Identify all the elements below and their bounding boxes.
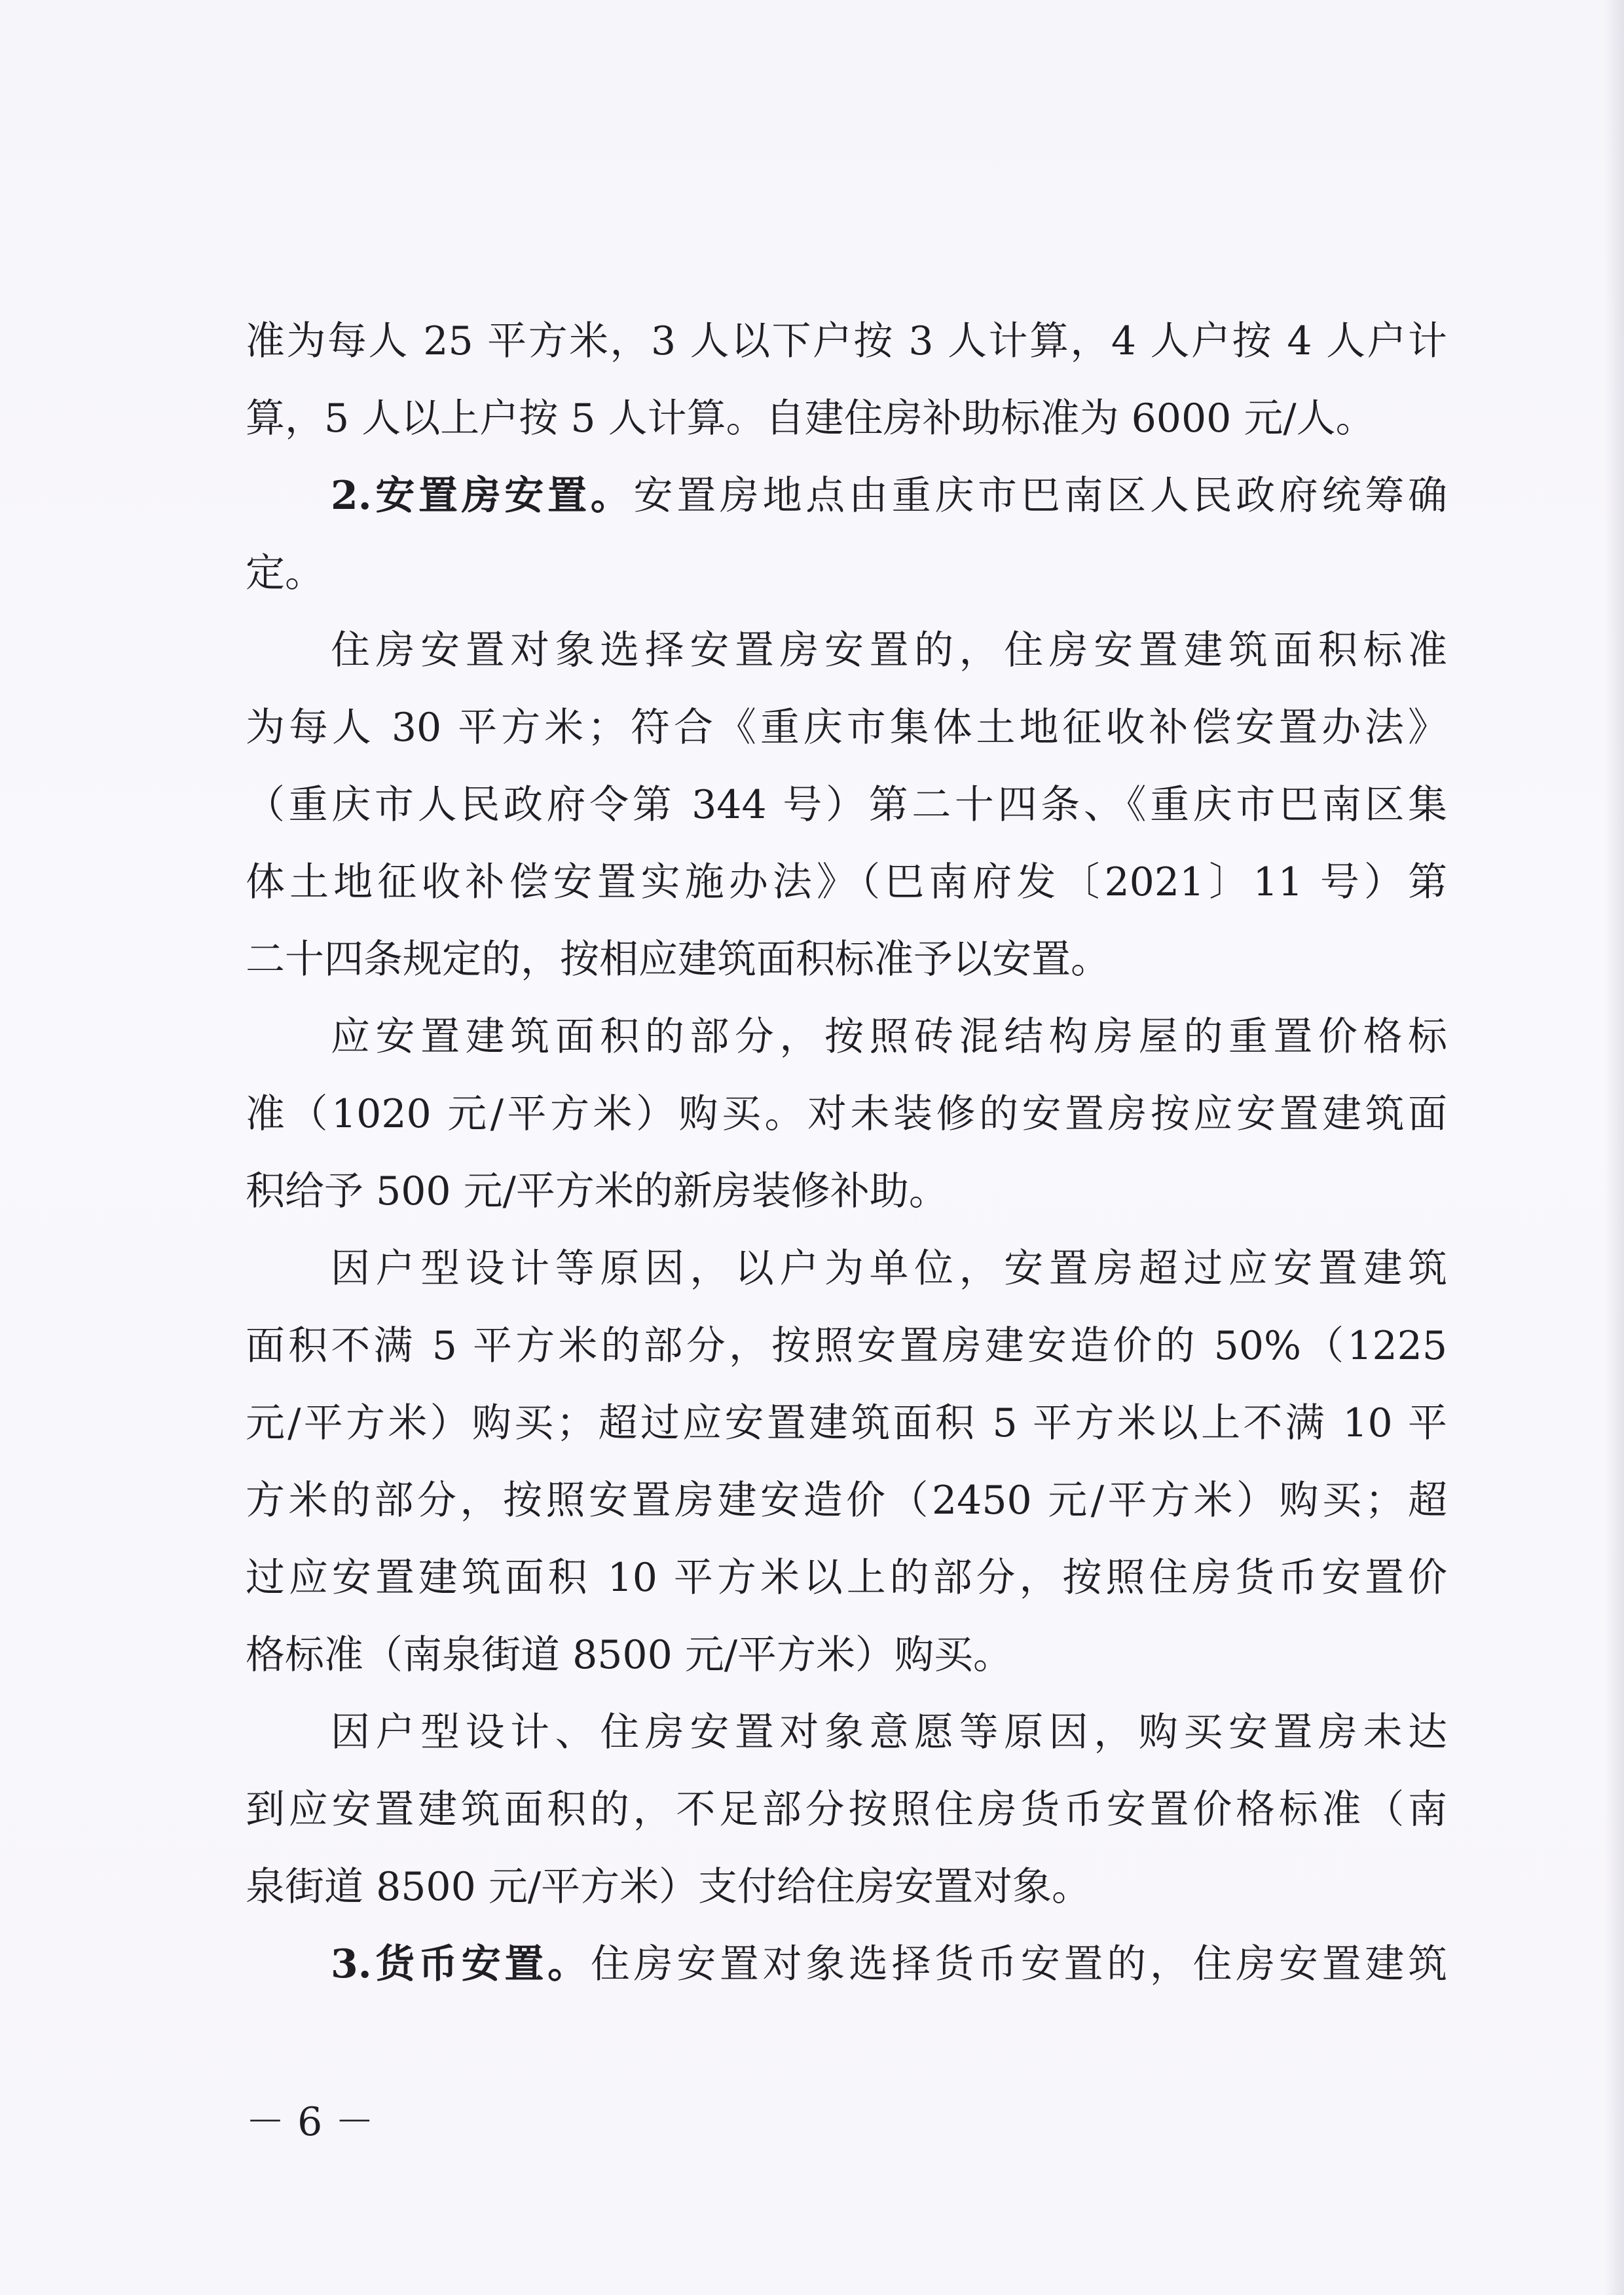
- text-line: [246, 844, 1447, 921]
- line-text: 格标准（南泉街道 8500 元/平方米）购买。: [246, 1632, 1013, 1678]
- line-text: 到应安置建筑面积的，不足部分按照住房货币安置价格标准（南: [246, 1787, 1447, 1833]
- text-line: [246, 457, 1447, 534]
- page-number: － 6 －: [246, 2099, 375, 2145]
- text-line: [246, 1616, 1447, 1694]
- text-line: [246, 766, 1447, 844]
- line-text: 面积不满 5 平方米的部分，按照安置房建安造价的 50%（1225: [246, 1323, 1447, 1369]
- line-text: 因户型设计等原因，以户为单位，安置房超过应安置建筑: [331, 1246, 1447, 1292]
- line-text: 算，5 人以上户按 5 人计算。自建住房补助标准为 6000 元/人。: [246, 396, 1375, 441]
- text-line: [246, 1539, 1447, 1616]
- line-text: 泉街道 8500 元/平方米）支付给住房安置对象。: [246, 1864, 1092, 1910]
- line-text: 定。: [246, 550, 324, 596]
- text-line: [246, 1307, 1447, 1385]
- text-line: [246, 1848, 1447, 1926]
- document-body: [246, 303, 1447, 2003]
- line-text: （重庆市人民政府令第 344 号）第二十四条、《重庆市巴南区集: [246, 782, 1447, 828]
- text-line: [246, 1385, 1447, 1462]
- line-text: 元/平方米）购买；超过应安置建筑面积 5 平方米以上不满 10 平: [246, 1400, 1447, 1446]
- line-text: 方米的部分，按照安置房建安造价（2450 元/平方米）购买；超: [246, 1478, 1447, 1523]
- text-line: [246, 1230, 1447, 1307]
- line-text: 体土地征收补偿安置实施办法》（巴南府发〔2021〕11 号）第: [246, 859, 1447, 905]
- section-heading: 2.安置房安置。: [331, 473, 634, 519]
- text-line: [246, 1694, 1447, 1771]
- text-line: [246, 1075, 1447, 1153]
- line-text: 准为每人 25 平方米，3 人以下户按 3 人计算，4 人户按 4 人户计: [246, 318, 1447, 364]
- line-text: 积给予 500 元/平方米的新房装修补助。: [246, 1168, 948, 1214]
- text-line: [246, 1771, 1447, 1848]
- text-line: [246, 303, 1447, 380]
- text-line: [246, 1926, 1447, 2003]
- line-text: 过应安置建筑面积 10 平方米以上的部分，按照住房货币安置价: [246, 1555, 1447, 1601]
- text-line: [246, 921, 1447, 998]
- line-text: 为每人 30 平方米；符合《重庆市集体土地征收补偿安置办法》: [246, 705, 1447, 751]
- line-text: 住房安置对象选择安置房安置的，住房安置建筑面积标准: [331, 627, 1447, 673]
- line-text: 因户型设计、住房安置对象意愿等原因，购买安置房未达: [331, 1709, 1447, 1755]
- line-text: 安置房地点由重庆市巴南区人民政府统筹确: [633, 473, 1447, 519]
- line-text: 二十四条规定的，按相应建筑面积标准予以安置。: [246, 937, 1110, 982]
- line-text: 住房安置对象选择货币安置的，住房安置建筑: [590, 1941, 1447, 1987]
- line-text: 应安置建筑面积的部分，按照砖混结构房屋的重置价格标: [331, 1014, 1447, 1060]
- text-line: [246, 612, 1447, 689]
- line-text: 准（1020 元/平方米）购买。对未装修的安置房按应安置建筑面: [246, 1091, 1447, 1137]
- section-heading: 3.货币安置。: [331, 1941, 591, 1987]
- text-line: [246, 998, 1447, 1075]
- text-line: [246, 380, 1447, 457]
- text-line: [246, 534, 1447, 612]
- text-line: [246, 1153, 1447, 1230]
- scan-edge-shadow: [1604, 0, 1624, 2295]
- text-line: [246, 1462, 1447, 1539]
- text-line: [246, 689, 1447, 766]
